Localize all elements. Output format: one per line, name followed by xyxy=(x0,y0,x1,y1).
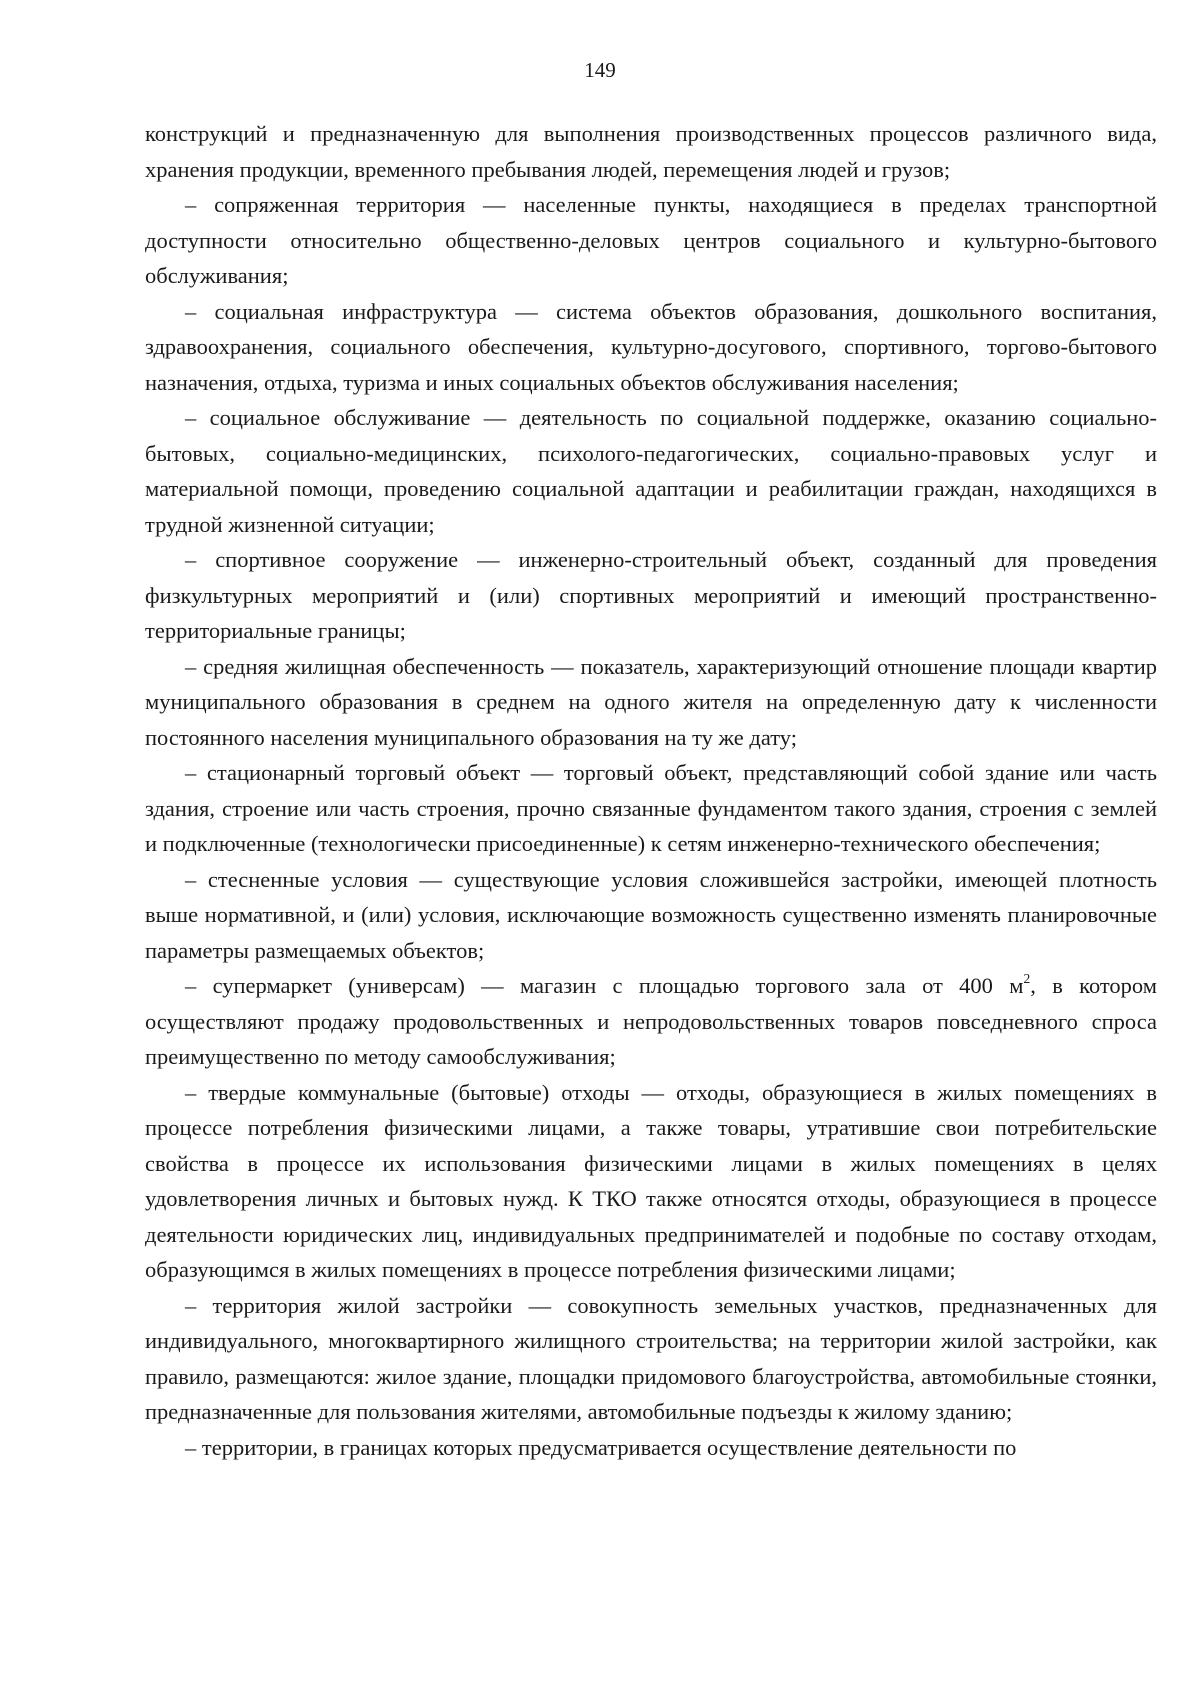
definition-social-infrastructure: – социальная инфраструктура — система объектов образования, дошкольного воспитания, здравоохранения, социального обеспечения, культурно-досугового, спортивного, торгово-бытового назначения, отдыха, туризма и иных социальных объектов обслуживания населения; xyxy=(145,298,1157,395)
definition-social-services: – социальное обслуживание — деятельность по социальной поддержке, оказанию социально-бытовых, социально-медицинских, психолого-педагогических, социально-правовых услуг и материальной помощи, проведению социальной адаптации и реабилитации граждан, находящихся в трудной жизненной ситуации; xyxy=(145,405,1157,537)
definition-stationary-retail: – стационарный торговый объект — торговый объект, представляющий собой здание или часть здания, строение или часть строения, прочно связанные фундаментом такого здания, строения с землей и подключенные (технологически присоединенные) к сетям инженерно-технического обеспечения; xyxy=(145,760,1157,856)
definition-supermarket xyxy=(145,968,1157,1075)
definition-average-housing: – средняя жилищная обеспеченность — показатель, характеризующий отношение площади квартир муниципального образования в среднем на одного жителя на определенную дату к численности постоянного населения муниципального образования на ту же дату; xyxy=(145,653,1157,750)
definition-sports-facility: – спортивное сооружение — инженерно-строительный объект, созданный для проведения физкультурных мероприятий и (или) спортивных мероприятий и имеющий пространственно-территориальные границы; xyxy=(145,547,1157,643)
definition-solid-municipal-waste: – твердые коммунальные (бытовые) отходы — отходы, образующиеся в жилых помещениях в процессе потребления физическими лицами, а также товары, утратившие свои потребительские свойства в процессе их использования физическими лицами в жилых помещениях в целях удовлетворения личных и бытовых нужд. К ТКО также относятся отходы, образующиеся в процессе деятельности юридических лиц, индивидуальных предпринимателей и подобные по составу отходам, образующимся в жилых помещениях в процессе потребления физическими лицами; xyxy=(145,1079,1157,1282)
document-body xyxy=(145,116,1157,1465)
supermarket-text-start: – супермаркет (универсам) — магазин с площадью торгового зала от 400 м xyxy=(185,973,1024,998)
intro-paragraph: конструкций и предназначенную для выполнения производственных процессов различного вида, хранения продукции, временного пребывания людей, перемещения людей и грузов; xyxy=(145,121,1157,182)
supermarket-text-end: , в котором осуществляют продажу продовольственных и непродовольственных товаров повседневного спроса преимущественно по методу самообслуживания; xyxy=(145,973,1157,1069)
superscript-two: 2 xyxy=(1023,970,1031,986)
definition-territories-activity: – территории, в границах которых предусматривается осуществление деятельности по xyxy=(185,1434,1017,1460)
definition-residential-territory: – территория жилой застройки — совокупность земельных участков, предназначенных для индивидуального, многоквартирного жилищного строительства; на территории жилой застройки, как правило, размещаются: жилое здание, площадки придомового благоустройства, автомобильные стоянки, предназначенные для пользования жителями, автомобильные подъезды к жилому зданию; xyxy=(145,1292,1157,1424)
definition-conjugate-territory: – сопряженная территория — населенные пункты, находящиеся в пределах транспортной доступности относительно общественно-деловых центров социального и культурно-бытового обслуживания; xyxy=(145,192,1157,288)
page-number: 149 xyxy=(584,58,616,82)
definition-constrained-conditions: – стесненные условия — существующие условия сложившейся застройки, имеющей плотность выше нормативной, и (или) условия, исключающие возможность существенно изменять планировочные параметры размещаемых объектов; xyxy=(145,866,1157,963)
